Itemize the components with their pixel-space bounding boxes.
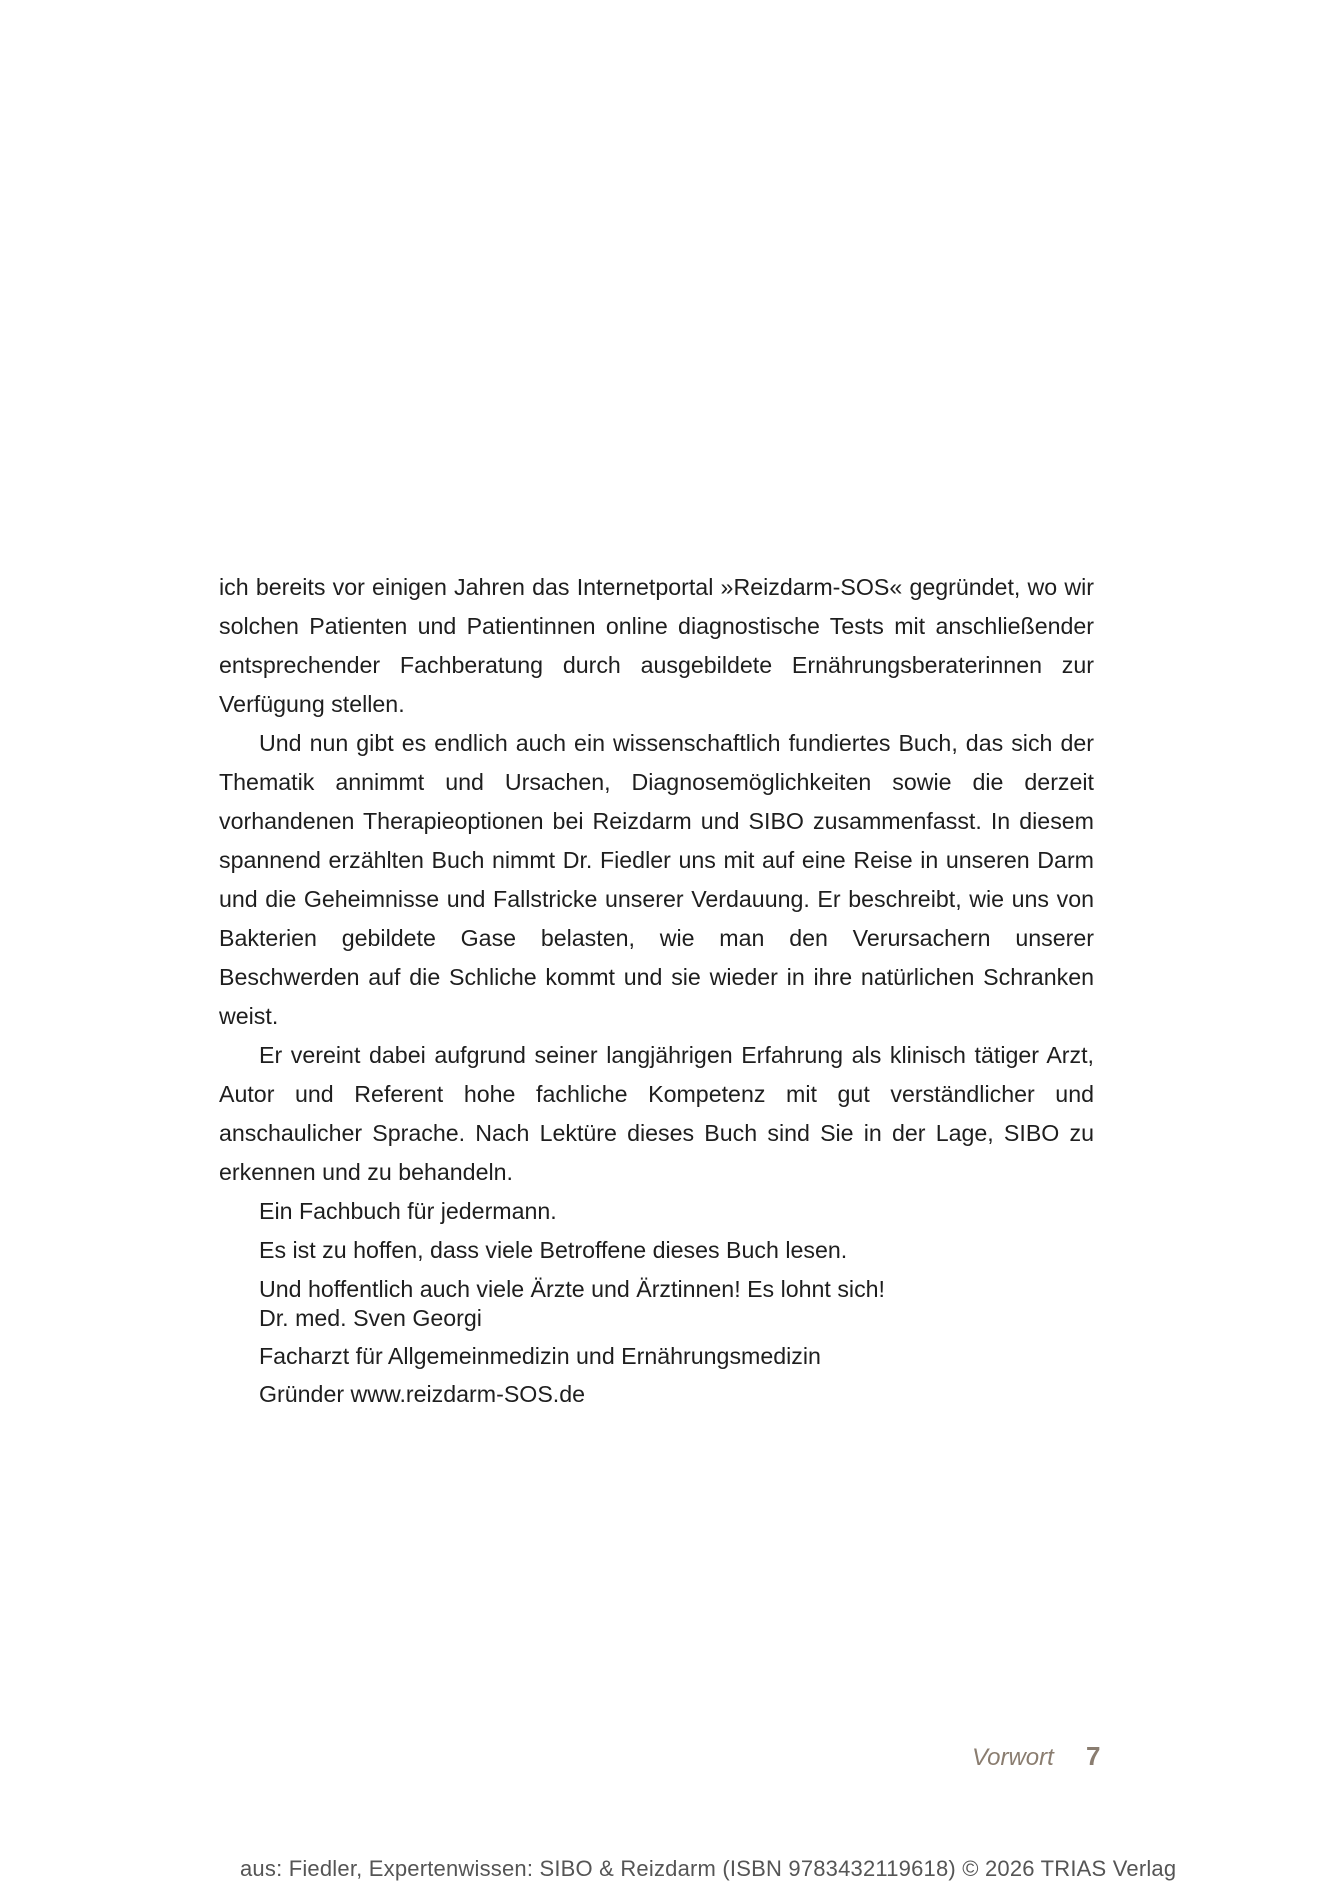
paragraph-4: Ein Fachbuch für jedermann. (259, 1198, 557, 1224)
body-text (219, 568, 1094, 1309)
source-attribution: aus: Fiedler, Expertenwissen: SIBO & Reizdarm (ISBN 9783432119618) © 2026 TRIAS Verlag (240, 1856, 1177, 1881)
signature-title: Facharzt für Allgemeinmedizin und Ernährungsmedizin (259, 1343, 821, 1369)
paragraph-3: Er vereint dabei aufgrund seiner langjährigen Erfahrung als klinisch tätiger Arzt, Autor und Referent hohe fachliche Kompetenz mit gut verständlicher und anschaulicher Sprache. Nach Lektüre dieses Buch sind Sie in der Lage, SIBO zu erkennen und zu behandeln. (219, 1042, 1094, 1185)
paragraph-5: Es ist zu hoffen, dass viele Betroffene dieses Buch lesen. (259, 1237, 848, 1263)
signature-founder: Gründer www.reizdarm-SOS.de (259, 1381, 586, 1407)
signature-name: Dr. med. Sven Georgi (259, 1305, 482, 1331)
page-number: 7 (1086, 1741, 1101, 1771)
running-footer-section: Vorwort (972, 1744, 1054, 1771)
signature-block (259, 1299, 821, 1413)
paragraph-1: ich bereits vor einigen Jahren das Internetportal »Reizdarm-SOS« gegründet, wo wir solchen Patienten und Patientinnen online diagnostische Tests mit anschließender entsprechender Fachberatung durch ausgebildete Ernährungsberaterinnen zur Verfügung stellen. (219, 574, 1094, 717)
paragraph-6: Und hoffentlich auch viele Ärzte und Ärztinnen! Es lohnt sich! (259, 1276, 885, 1302)
paragraph-2: Und nun gibt es endlich auch ein wissenschaftlich fundiertes Buch, das sich der Thematik annimmt und Ursachen, Diagnosemöglichkeiten sowie die derzeit vorhandenen Therapieoptionen bei Reizdarm und SIBO zusammenfasst. In diesem spannend erzählten Buch nimmt Dr. Fiedler uns mit auf eine Reise in unseren Darm und die Geheimnisse und Fallstricke unserer Verdauung. Er beschreibt, wie uns von Bakterien gebildete Gase belasten, wie man den Verursachern unserer Beschwerden auf die Schliche kommt und sie wieder in ihre natürlichen Schranken weist. (219, 730, 1094, 1029)
